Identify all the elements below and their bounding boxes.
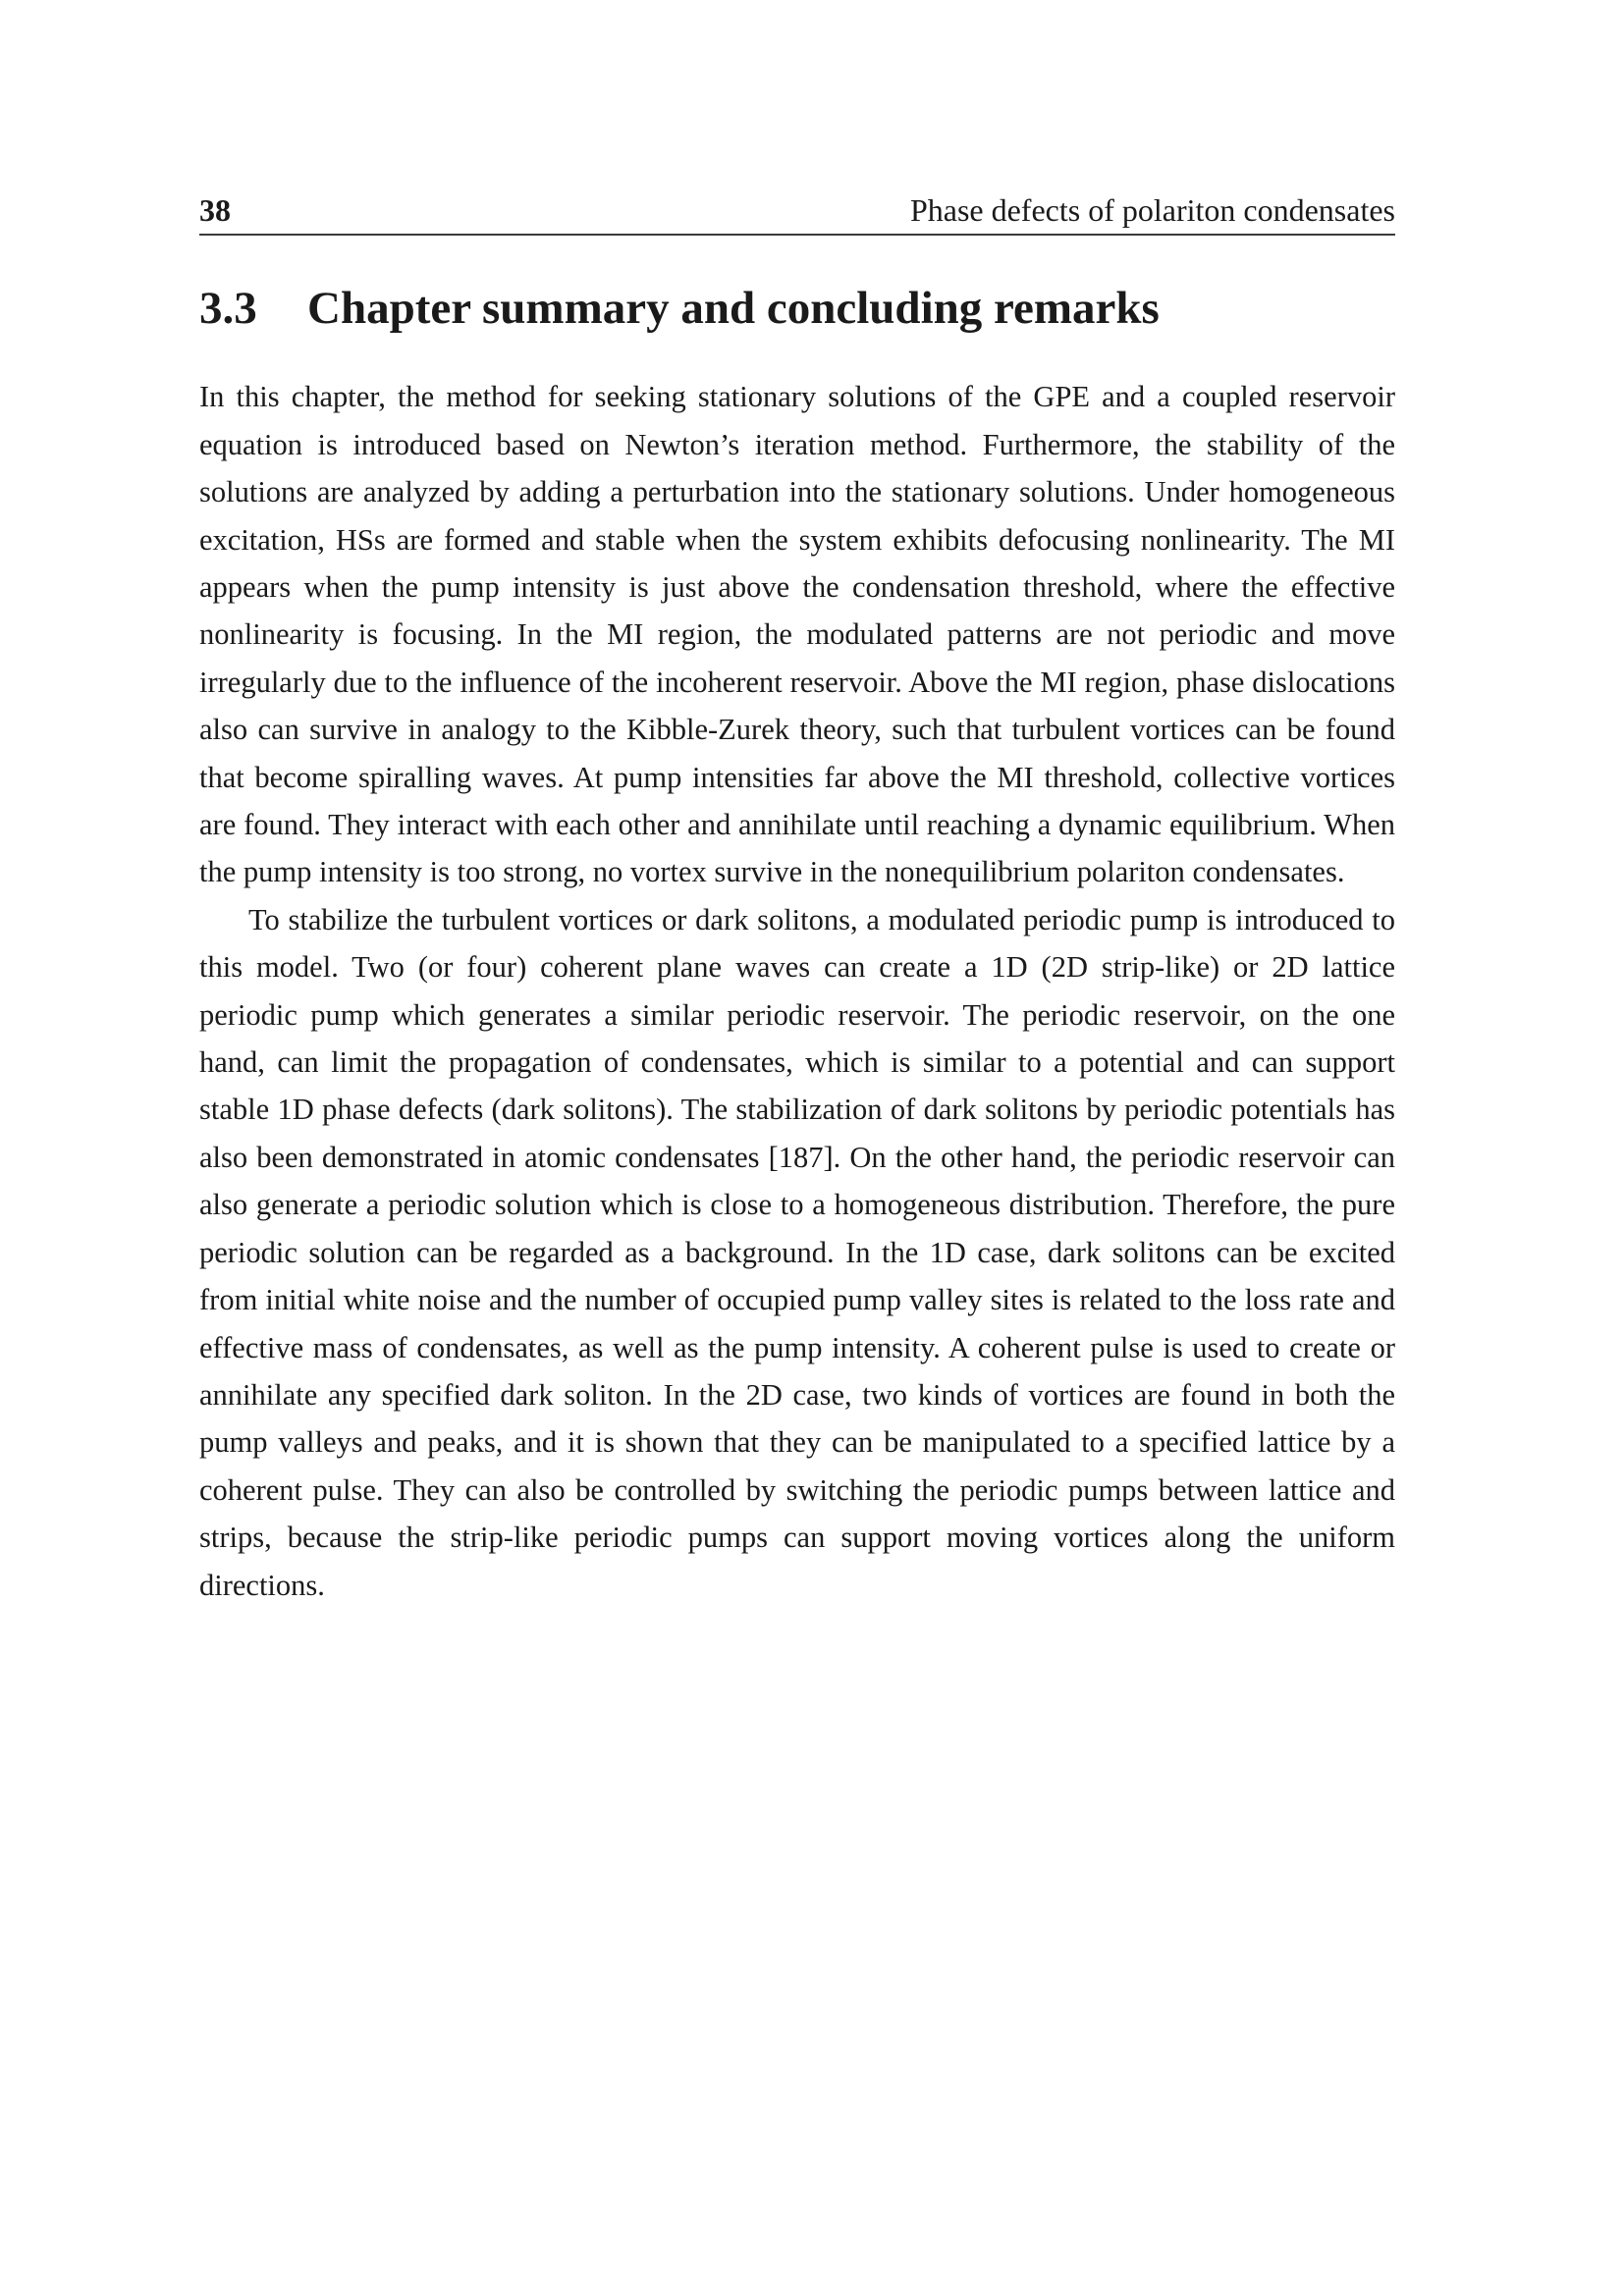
running-header	[199, 192, 1395, 236]
section-number: 3.3	[199, 283, 257, 334]
section-heading	[199, 281, 1395, 336]
body-text	[199, 373, 1395, 1609]
page	[199, 192, 1395, 1609]
section-title: Chapter summary and concluding remarks	[307, 283, 1160, 334]
running-title: Phase defects of polariton condensates	[909, 192, 1395, 228]
page-number: 38	[199, 192, 231, 228]
paragraph-summary: In this chapter, the method for seeking stationary solutions of the GPE and a coupled reservoir equation is introduced based on Newton’s iteration method. Furthermore, the stability of the solutions are analyzed by adding a perturbation into the stationary solutions. Under homogeneous excitation, HSs are formed and stable when the system exhibits defocusing nonlinearity. The MI appears when the pump intensity is just above the condensation threshold, where the effective nonlinearity is focusing. In the MI region, the modulated patterns are not periodic and move irregularly due to the influence of the incoherent reservoir. Above the MI region, phase dislocations also can survive in analogy to the Kibble-Zurek theory, such that turbulent vortices can be found that become spiralling waves. At pump intensities far above the MI threshold, collective vortices are found. They interact with each other and annihilate until reaching a dynamic equilibrium. When the pump intensity is too strong, no vortex survive in the nonequilibrium polariton condensates.	[199, 380, 1395, 889]
paragraph-periodic-pump: To stabilize the turbulent vortices or dark solitons, a modulated periodic pump is introduced to this model. Two (or four) coherent plane waves can create a 1D (2D strip-like) or 2D lattice periodic pump which generates a similar periodic reservoir. The periodic reservoir, on the one hand, can limit the propagation of condensates, which is similar to a potential and can support stable 1D phase defects (dark solitons). The stabilization of dark solitons by periodic potentials has also been demonstrated in atomic condensates [187]. On the other hand, the periodic reservoir can also generate a periodic solution which is close to a homogeneous distribution. Therefore, the pure periodic solution can be regarded as a background. In the 1D case, dark solitons can be excited from initial white noise and the number of occupied pump valley sites is related to the loss rate and effective mass of condensates, as well as the pump intensity. A coherent pulse is used to create or annihilate any specified dark soliton. In the 2D case, two kinds of vortices are found in both the pump valleys and peaks, and it is shown that they can be manipulated to a specified lattice by a coherent pulse. They can also be controlled by switching the periodic pumps between lattice and strips, because the strip-like periodic pumps can support moving vortices along the uniform directions.	[199, 902, 1395, 1602]
